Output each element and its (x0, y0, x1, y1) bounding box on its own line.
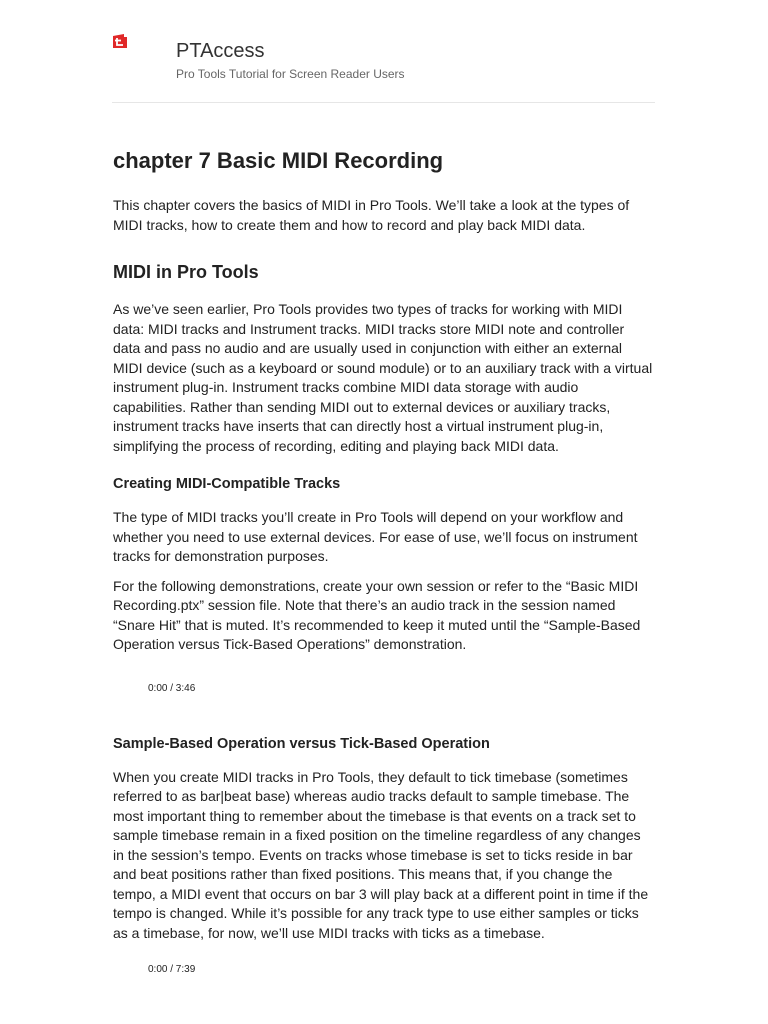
midi-in-pro-tools-paragraph: As we’ve seen earlier, Pro Tools provides two types of tracks for working with MIDI data: MIDI tracks and Instrument tracks. MIDI tracks store MIDI note and controller data and pass no audio and are usually used in conjunction with either an external MIDI device (such as a keyboard or sound module) or to an auxiliary track with a virtual instrument plug-in. Instrument tracks combine MIDI data storage with audio capabilities. Rather than sending MIDI out to external devices or auxiliary tracks, instrument tracks have inserts that can directly host a virtual instrument plug-in, simplifying the process of recording, editing and playing back MIDI data. (113, 301, 653, 454)
creating-tracks-paragraph-2: For the following demonstrations, create your own session or refer to the “Basic MIDI Recording.ptx” session file. Note that there’s an audio track in the session named “Snare Hit” that is muted. It’s recommended to keep it muted until the “Sample-Based Operation versus Tick-Based Operations” demonstration. (113, 577, 641, 652)
article-content (113, 146, 653, 1013)
site-header (112, 30, 655, 103)
audio-time-display: 0:00 / 7:39 (148, 964, 196, 975)
section-heading-midi-in-pro-tools: MIDI in Pro Tools (113, 262, 259, 282)
section-heading-creating-tracks: Creating MIDI-Compatible Tracks (113, 476, 341, 492)
ptaccess-logo-icon[interactable] (112, 33, 128, 49)
chapter-title: chapter 7 Basic MIDI Recording (113, 148, 444, 173)
site-title-link[interactable]: PTAccess (176, 40, 265, 62)
chapter-intro-paragraph: This chapter covers the basics of MIDI in Pro Tools. We’ll take a look at the types of MIDI tracks, how to create them and how to record and play back MIDI data. (113, 197, 630, 233)
sample-vs-tick-paragraph: When you create MIDI tracks in Pro Tools, they default to tick timebase (sometimes referred to as bar|beat base) whereas audio tracks default to sample timebase. The most important thing to remember about the timebase is that events on a track set to sample timebase remain in a fixed position on the timeline regardless of any changes in the session’s tempo. Events on tracks whose timebase is set to ticks reside in bar and beat positions rather than fixed positions. This means that, if you change the tempo, a MIDI event that occurs on bar 3 will play back at a different point in time if the tempo is changed. While it’s possible for any track type to use either samples or ticks as a timebase, for now, we’ll use MIDI tracks with ticks as a timebase. (113, 768, 649, 941)
audio-time-display: 0:00 / 3:46 (148, 682, 196, 694)
section-heading-sample-vs-tick: Sample-Based Operation versus Tick-Based Operation (113, 735, 490, 752)
audio-player-sample-vs-tick[interactable] (113, 957, 653, 997)
audio-player-creating-tracks[interactable] (113, 676, 653, 716)
site-tagline: Pro Tools Tutorial for Screen Reader Users (176, 67, 405, 81)
creating-tracks-paragraph-1: The type of MIDI tracks you’ll create in Pro Tools will depend on your workflow and whether you need to use external devices. For ease of use, we’ll focus on instrument tracks for demonstration purposes. (113, 509, 638, 564)
